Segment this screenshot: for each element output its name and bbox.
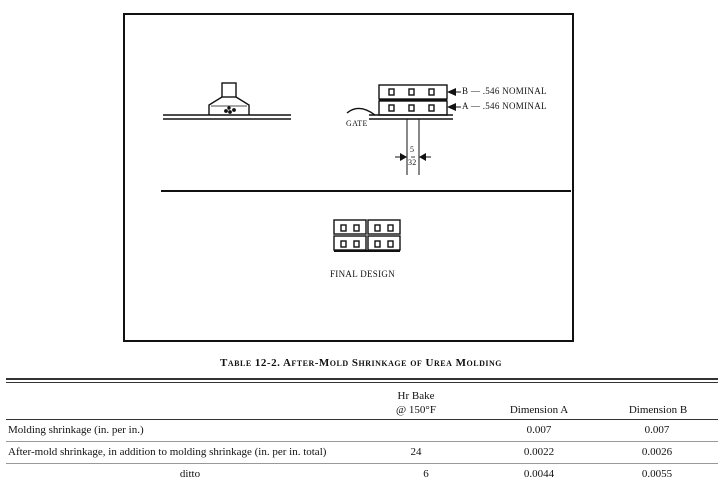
figure-frame [123,13,574,342]
row-bake: 6 [423,468,429,480]
row-dimension-b: 0.007 [644,424,670,436]
table-header-rule [6,419,718,420]
dimension-arrow-left [400,153,407,161]
row-label: ditto [179,468,201,480]
table-top-rule [6,378,718,380]
table-row-rule [6,441,718,442]
fraction-denominator: 32 [408,158,417,167]
header-bake-line1: Hr Bake [397,390,435,402]
header-bake-line2: @ 150°F [396,404,436,416]
table-title: Table 12-2. After-Mold Shrinkage of Urea Molding [220,357,502,369]
row-dimension-b: 0.0055 [641,468,673,480]
header-dimension-a: Dimension A [509,404,569,416]
row-dimension-a: 0.007 [526,424,552,436]
label-dimension-b: B — .546 NOMINAL [462,86,547,96]
header-dimension-b: Dimension B [628,404,688,416]
fraction-numerator: 5 [410,145,415,154]
row-bake: 24 [410,446,422,458]
figure-drawing [125,15,576,344]
label-dimension-a: A — .546 NOMINAL [462,101,547,111]
row-dimension-a: 0.0044 [523,468,555,480]
leader-arrow-a [447,103,456,111]
label-final-design: FINAL DESIGN [330,269,396,279]
label-gate: GATE [346,119,368,128]
redesigned-part-drawing [347,85,453,175]
row-label: After-mold shrinkage, in addition to molding shrinkage (in. per in. total) [8,446,327,458]
original-part-drawing [163,83,291,119]
leader-arrow-b [447,88,456,96]
row-label: Molding shrinkage (in. per in.) [8,424,144,436]
table-row-rule [6,463,718,464]
row-dimension-a: 0.0022 [523,446,555,458]
dimension-arrow-right [419,153,426,161]
row-dimension-b: 0.0026 [641,446,673,458]
final-design-drawing [334,220,400,251]
table-top-rule-thin [6,382,718,383]
